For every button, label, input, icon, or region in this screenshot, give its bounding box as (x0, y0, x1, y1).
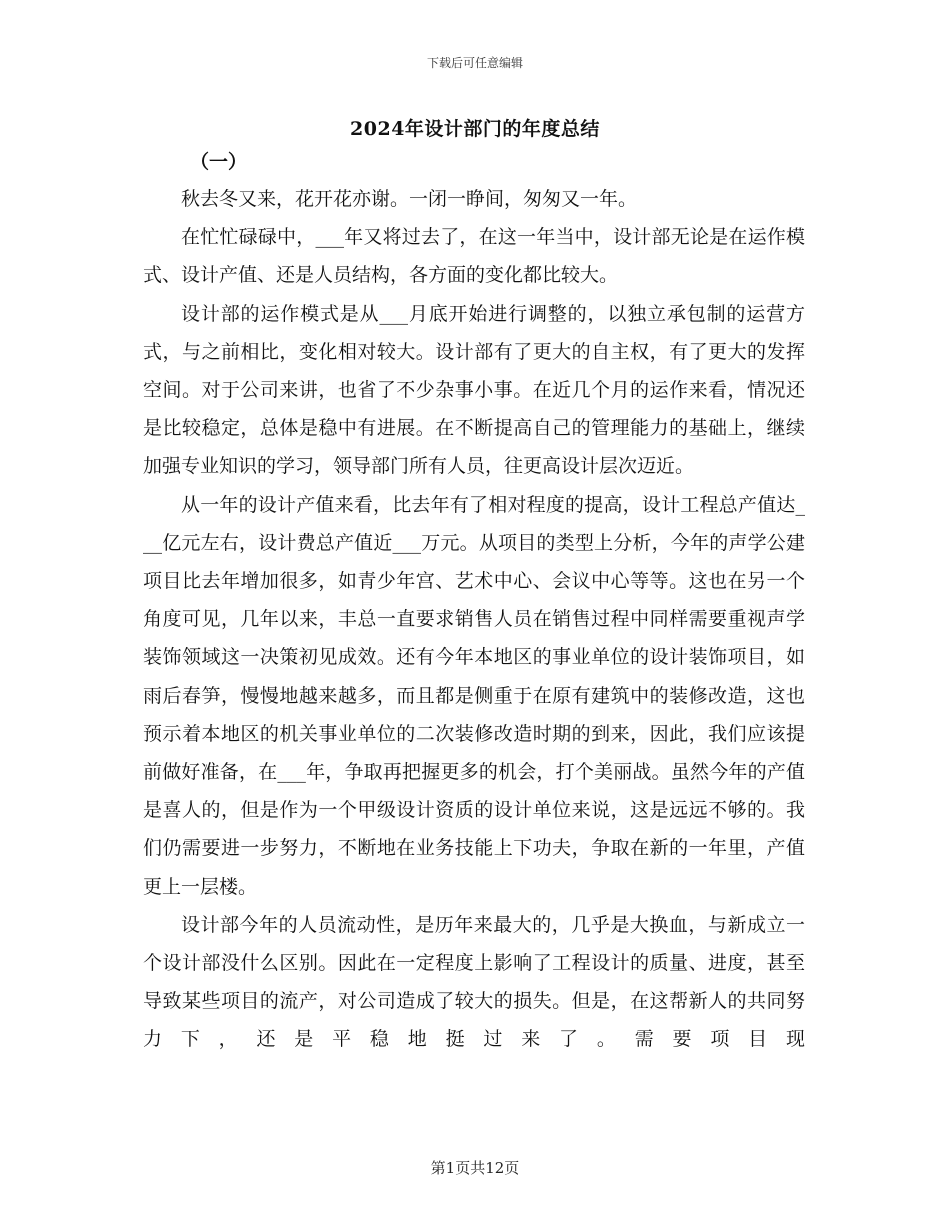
document-title: 2024年设计部门的年度总结 (350, 118, 600, 140)
paragraph-2: 在忙忙碌碌中，___年又将过去了，在这一年当中，设计部无论是在运作模式、设计产值、还是人员结构，各方面的变化都比较大。 (143, 226, 805, 287)
paragraph-4: 从一年的设计产值来看，比去年有了相对程度的提高，设计工程总产值达___亿元左右，设计费总产值近___万元。从项目的类型上分析，今年的声学公建项目比去年增加很多，如青少年宫、艺术中心、会议中心等等。这也在另一个角度可见，几年以来，丰总一直要求销售人员在销售过程中同样需要重视声学装饰领域这一决策初见成效。还有今年本地区的事业单位的设计装饰项目，如雨后春笋，慢慢地越来越多，而且都是侧重于在原有建筑中的装修改造，这也预示着本地区的机关事业单位的二次装修改造时期的到来，因此，我们应该提前做好准备，在___年，争取再把握更多的机会，打个美丽战。虽然今年的产值是喜人的，但是作为一个甲级设计资质的设计单位来说，这是远远不够的。我们仍需要进一步努力，不断地在业务技能上下功夫，争取在新的一年里，产值更上一层楼。 (143, 493, 805, 898)
section-heading: （一） (190, 151, 248, 173)
paragraph-1: 秋去冬又来，花开花亦谢。一闭一睁间，匆匆又一年。 (181, 188, 638, 210)
page-number: 第1页共12页 (430, 1159, 520, 1177)
paragraph-5: 设计部今年的人员流动性，是历年来最大的，几乎是大换血，与新成立一个设计部没什么区别。因此在一定程度上影响了工程设计的质量、进度，甚至导致某些项目的流产，对公司造成了较大的损失。但是，在这帮新人的共同努力下，还是平稳地挺过来了。需要项目现 (143, 913, 805, 1051)
paragraph-3: 设计部的运作模式是从___月底开始进行调整的，以独立承包制的运营方式，与之前相比，变化相对较大。设计部有了更大的自主权，有了更大的发挥空间。对于公司来讲，也省了不少杂事小事。在近几个月的运作来看，情况还是比较稳定，总体是稳中有进展。在不断提高自己的管理能力的基础上，继续加强专业知识的学习，领导部门所有人员，往更高设计层次迈近。 (143, 302, 805, 478)
document-body (143, 180, 805, 1059)
page-header-note: 下载后可任意编辑 (426, 56, 523, 70)
